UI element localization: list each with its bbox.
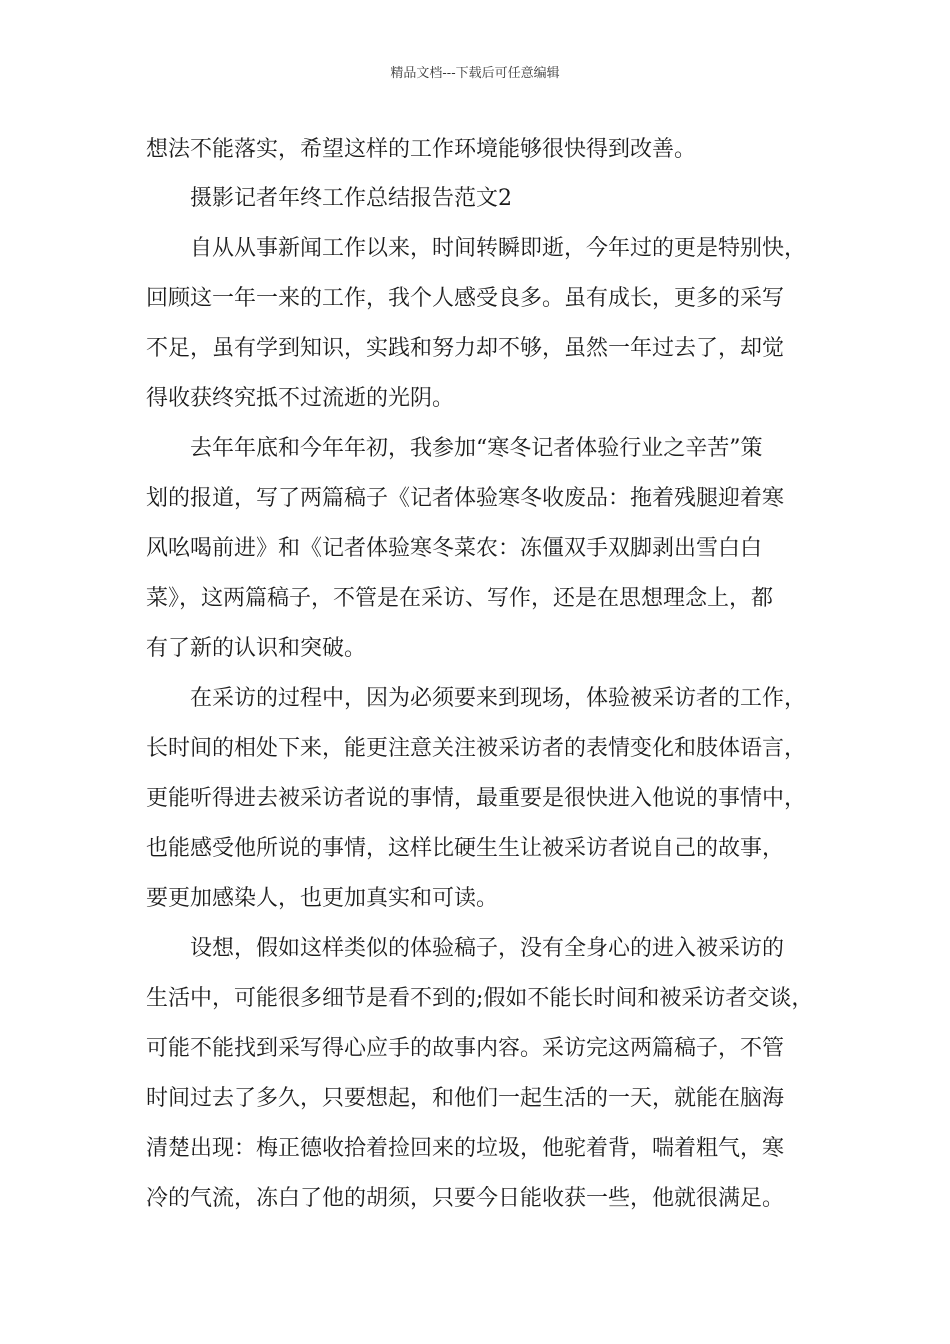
body-line: 要更加感染人，也更加真实和可读。 xyxy=(146,886,499,911)
paragraph-first-line: 在采访的过程中，因为必须要来到现场，体验被采访者的工作， xyxy=(190,686,807,711)
section-heading: 摄影记者年终工作总结报告范文2 xyxy=(190,186,512,211)
body-line: 菜》，这两篇稿子，不管是在采访、写作，还是在思想理念上，都 xyxy=(146,586,774,611)
body-line: 也能感受他所说的事情，这样比硬生生让被采访者说自己的故事， xyxy=(146,836,785,861)
body-line: 冷的气流，冻白了他的胡须，只要今日能收获一些，他就很满足。 xyxy=(146,1186,785,1211)
body-line: 清楚出现：梅正德收拾着捡回来的垃圾，他驼着背，喘着粗气，寒 xyxy=(146,1136,785,1161)
paragraph-first-line: 设想，假如这样类似的体验稿子，没有全身心的进入被采访的 xyxy=(190,936,785,961)
body-line: 想法不能落实，希望这样的工作环境能够很快得到改善。 xyxy=(146,137,697,162)
paragraph-first-line: 去年年底和今年年初，我参加“寒冬记者体验行业之辛苦”策 xyxy=(190,436,763,461)
page-header: 精品文档---下载后可任意编辑 xyxy=(390,66,560,81)
body-line: 更能听得进去被采访者说的事情，最重要是很快进入他说的事情中， xyxy=(146,786,807,811)
paragraph-first-line: 自从从事新闻工作以来，时间转瞬即逝，今年过的更是特别快， xyxy=(190,236,807,261)
body-line: 生活中，可能很多细节是看不到的;假如不能长时间和被采访者交谈， xyxy=(146,986,814,1011)
body-line: 长时间的相处下来，能更注意关注被采访者的表情变化和肢体语言， xyxy=(146,736,807,761)
body-line: 可能不能找到采写得心应手的故事内容。采访完这两篇稿子，不管 xyxy=(146,1036,785,1061)
body-line: 时间过去了多久，只要想起，和他们一起生活的一天，就能在脑海 xyxy=(146,1086,785,1111)
body-line: 风吆喝前进》和《记者体验寒冬菜农：冻僵双手双脚剥出雪白白 xyxy=(146,536,763,561)
body-line: 得收获终究抵不过流逝的光阴。 xyxy=(146,386,455,411)
body-line: 回顾这一年一来的工作，我个人感受良多。虽有成长，更多的采写 xyxy=(146,286,785,311)
body-line: 划的报道，写了两篇稿子《记者体验寒冬收废品：拖着残腿迎着寒 xyxy=(146,486,785,511)
body-line: 有了新的认识和突破。 xyxy=(146,636,367,661)
body-line: 不足，虽有学到知识，实践和努力却不够，虽然一年过去了，却觉 xyxy=(146,336,785,361)
